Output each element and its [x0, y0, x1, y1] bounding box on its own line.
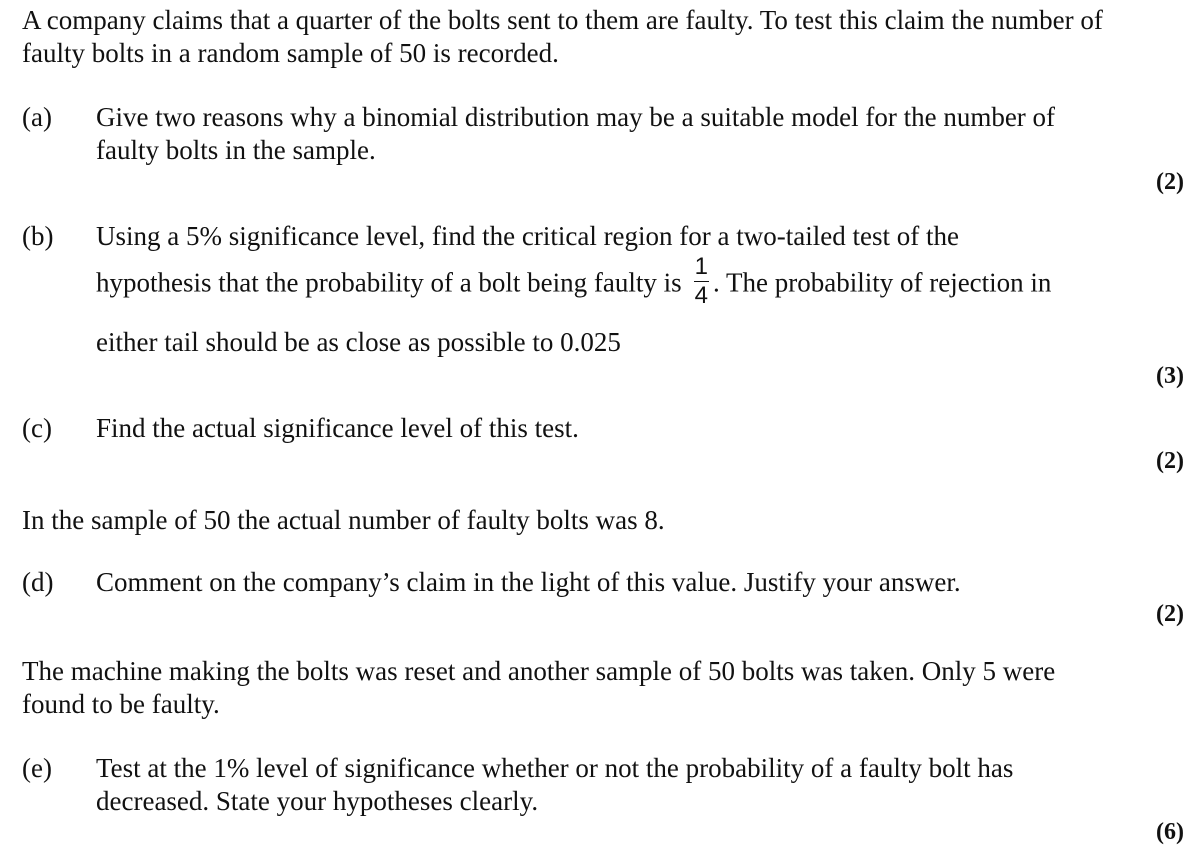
part-d-label: (d): [22, 567, 54, 597]
part-c-text: Find the actual significance level of this test.: [96, 413, 579, 443]
part-b-line1: Using a 5% significance level, find the critical region for a two-tailed test of the: [96, 221, 959, 251]
fraction-one-quarter: [694, 255, 709, 308]
question-intro: A company claims that a quarter of the bolts sent to them are faulty. To test this claim the number of faulty bolts in a random sample of 50 is recorded.: [22, 5, 1103, 68]
fraction-denominator: 4: [694, 282, 709, 309]
part-a-label: (a): [22, 102, 52, 132]
part-a-text: Give two reasons why a binomial distribution may be a suitable model for the number of faulty bolts in the sample.: [96, 102, 1056, 165]
fraction-numerator: 1: [694, 253, 709, 280]
part-b-marks: (3): [1156, 363, 1184, 389]
part-c-marks: (2): [1156, 448, 1184, 474]
part-b-line2-after: . The probability of rejection in: [713, 267, 1052, 298]
reset-statement: The machine making the bolts was reset and another sample of 50 bolts was taken. Only 5 were found to be faulty.: [22, 656, 1056, 719]
part-e-text: Test at the 1% level of significance whether or not the probability of a faulty bolt has decreased. State your hypotheses clearly.: [96, 753, 1014, 816]
part-b-line3: either tail should be as close as possible to 0.025: [96, 327, 621, 357]
part-c-label: (c): [22, 413, 52, 443]
part-a-marks: (2): [1156, 169, 1184, 195]
part-b-line2-before: hypothesis that the probability of a bolt being faulty is: [96, 267, 682, 298]
sample-statement: In the sample of 50 the actual number of faulty bolts was 8.: [22, 505, 665, 535]
part-e-marks: (6): [1156, 819, 1184, 845]
part-e-label: (e): [22, 753, 52, 783]
part-d-marks: (2): [1156, 601, 1184, 627]
part-b-line2: [96, 253, 1111, 312]
part-d-text: Comment on the company’s claim in the light of this value. Justify your answer.: [96, 567, 961, 597]
part-b-label: (b): [22, 221, 54, 251]
